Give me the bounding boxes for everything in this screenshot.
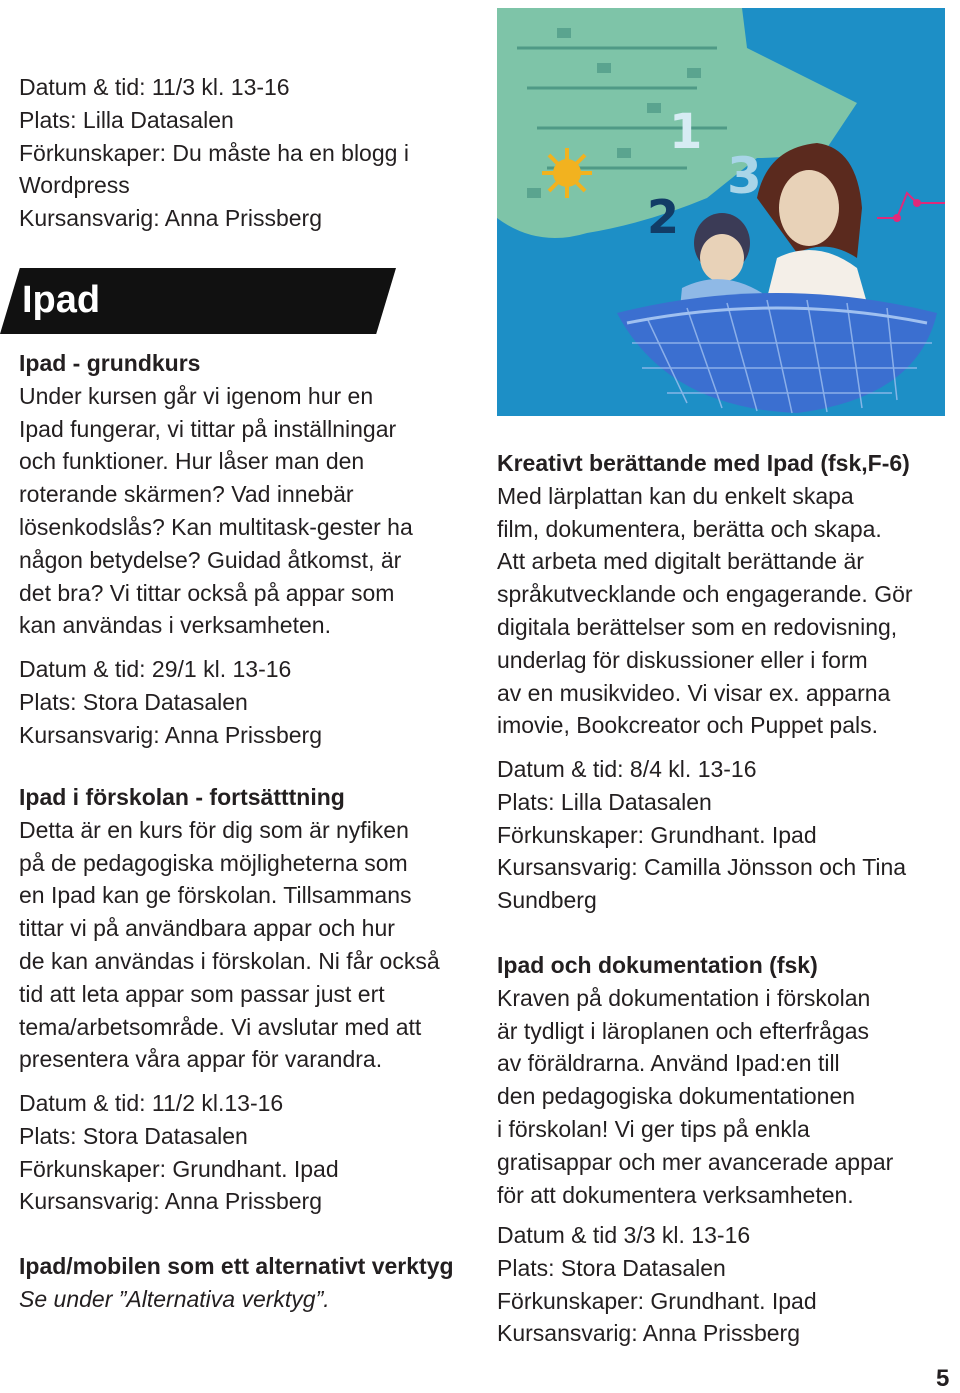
course-body-line: tid att leta appar som passar just ert [19, 980, 385, 1007]
course-body-line: film, dokumentera, berätta och skapa. [497, 515, 882, 542]
course-body-line: Med lärplattan kan du enkelt skapa [497, 482, 854, 509]
course-ipad-grundkurs-details [19, 653, 322, 751]
course-body-line: kan användas i verksamheten. [19, 612, 331, 639]
course-ipad-grundkurs [19, 347, 413, 642]
course-body-line: den pedagogiska dokumentationen [497, 1083, 856, 1110]
detail-line: Datum & tid: 29/1 kl. 13-16 [19, 656, 292, 682]
course-title: Ipad - grundkurs [19, 350, 201, 376]
course-body-line: Kraven på dokumentation i förskolan [497, 984, 871, 1011]
detail-line: Kursansvarig: Camilla Jönsson och Tina [497, 854, 907, 881]
course-body-line: är tydligt i läroplanen och efterfrågas [497, 1017, 870, 1044]
detail-line: Datum & tid: 11/2 kl.13-16 [19, 1090, 284, 1116]
course-body-line: i förskolan! Vi ger tips på enkla [497, 1115, 810, 1142]
course-note: Se under ”Alternativa verktyg”. [19, 1285, 330, 1312]
course-body-line: tittar vi på användbara appar och hur [19, 915, 395, 942]
course-body-line: de kan användas i förskolan. Ni får också [19, 947, 440, 974]
digit-1: 1 [669, 104, 703, 160]
sun-icon [542, 148, 592, 198]
detail-line: Förkunskaper: Grundhant. Ipad [19, 1155, 339, 1182]
course-body-line: på de pedagogiska möjligheterna som [19, 849, 408, 876]
course-body-line: det bra? Vi tittar också på appar som [19, 579, 395, 606]
digit-2: 2 [647, 190, 680, 244]
detail-line: Förkunskaper: Grundhant. Ipad [497, 821, 817, 848]
detail-line: Plats: Stora Datasalen [19, 688, 248, 715]
detail-line: Förkunskaper: Grundhant. Ipad [497, 1287, 817, 1314]
course-body-line: språkutvecklande och engagerande. Gör [497, 581, 913, 608]
course-body-line: en Ipad kan ge förskolan. Tillsammans [19, 882, 412, 909]
course-body-line: Att arbeta med digitalt berättande är [497, 548, 864, 575]
detail-line: Förkunskaper: Du måste ha en blogg i [19, 139, 409, 166]
course-ipad-dokumentation [497, 949, 893, 1211]
detail-line: Plats: Lilla Datasalen [497, 788, 712, 815]
course-ipad-mobilen [19, 1250, 454, 1316]
course-ipad-dokumentation-details [497, 1219, 817, 1350]
detail-line: Plats: Stora Datasalen [19, 1122, 248, 1149]
course-ipad-forskolan-details [19, 1087, 339, 1218]
detail-line: Kursansvarig: Anna Prissberg [497, 1320, 800, 1347]
course-body-line: för att dokumentera verksamheten. [497, 1181, 854, 1208]
course-body-line: Ipad fungerar, vi tittar på inställningar [19, 415, 397, 442]
course-body-line: imovie, Bookcreator och Puppet pals. [497, 712, 878, 739]
course-title: Ipad/mobilen som ett alternativt verktyg [19, 1253, 454, 1279]
detail-line: Datum & tid: 11/3 kl. 13-16 [19, 74, 290, 100]
course-body-line: Under kursen går vi igenom hur en [19, 382, 374, 409]
detail-line: Sundberg [497, 887, 597, 914]
illustration-mother-child-basket [497, 8, 945, 416]
detail-line: Wordpress [19, 172, 130, 199]
course-kreativt-berattande-details [497, 753, 906, 917]
section-title: Ipad [22, 279, 101, 321]
intro-details [19, 71, 409, 235]
course-body-line: digitala berättelser som en redovisning, [497, 613, 898, 640]
course-body-line: presentera våra appar för varandra. [19, 1046, 383, 1073]
detail-line: Kursansvarig: Anna Prissberg [19, 205, 322, 232]
course-title: Ipad och dokumentation (fsk) [497, 952, 818, 978]
course-body-line: Detta är en kurs för dig som är nyfiken [19, 816, 409, 843]
course-ipad-forskolan [19, 781, 440, 1076]
course-title: Kreativt berättande med Ipad (fsk,F-6) [497, 450, 910, 476]
detail-line: Plats: Lilla Datasalen [19, 106, 234, 133]
detail-line: Kursansvarig: Anna Prissberg [19, 1188, 322, 1215]
detail-line: Datum & tid 3/3 kl. 13-16 [497, 1222, 751, 1248]
course-body-line: och funktioner. Hur låser man den [19, 448, 365, 475]
course-body-line: av föräldrarna. Använd Ipad:en till [497, 1050, 840, 1077]
course-body-line: av en musikvideo. Vi visar ex. apparna [497, 679, 891, 706]
course-body-line: tema/arbetsområde. Vi avslutar med att [19, 1013, 422, 1040]
detail-line: Kursansvarig: Anna Prissberg [19, 721, 322, 748]
course-body-line: underlag för diskussioner eller i form [497, 646, 868, 673]
detail-line: Datum & tid: 8/4 kl. 13-16 [497, 756, 757, 782]
page-number: 5 [936, 1365, 950, 1392]
course-title: Ipad i förskolan - fortsätttning [19, 784, 345, 810]
digit-3: 3 [727, 147, 762, 205]
detail-line: Plats: Stora Datasalen [497, 1254, 726, 1281]
course-body-line: lösenkodslås? Kan multitask-gester ha [19, 513, 413, 540]
course-body-line: någon betydelse? Guidad åtkomst, är [19, 546, 402, 573]
course-kreativt-berattande [497, 447, 913, 742]
course-body-line: gratisappar och mer avancerade appar [497, 1148, 894, 1175]
course-body-line: roterande skärmen? Vad innebär [19, 481, 354, 508]
